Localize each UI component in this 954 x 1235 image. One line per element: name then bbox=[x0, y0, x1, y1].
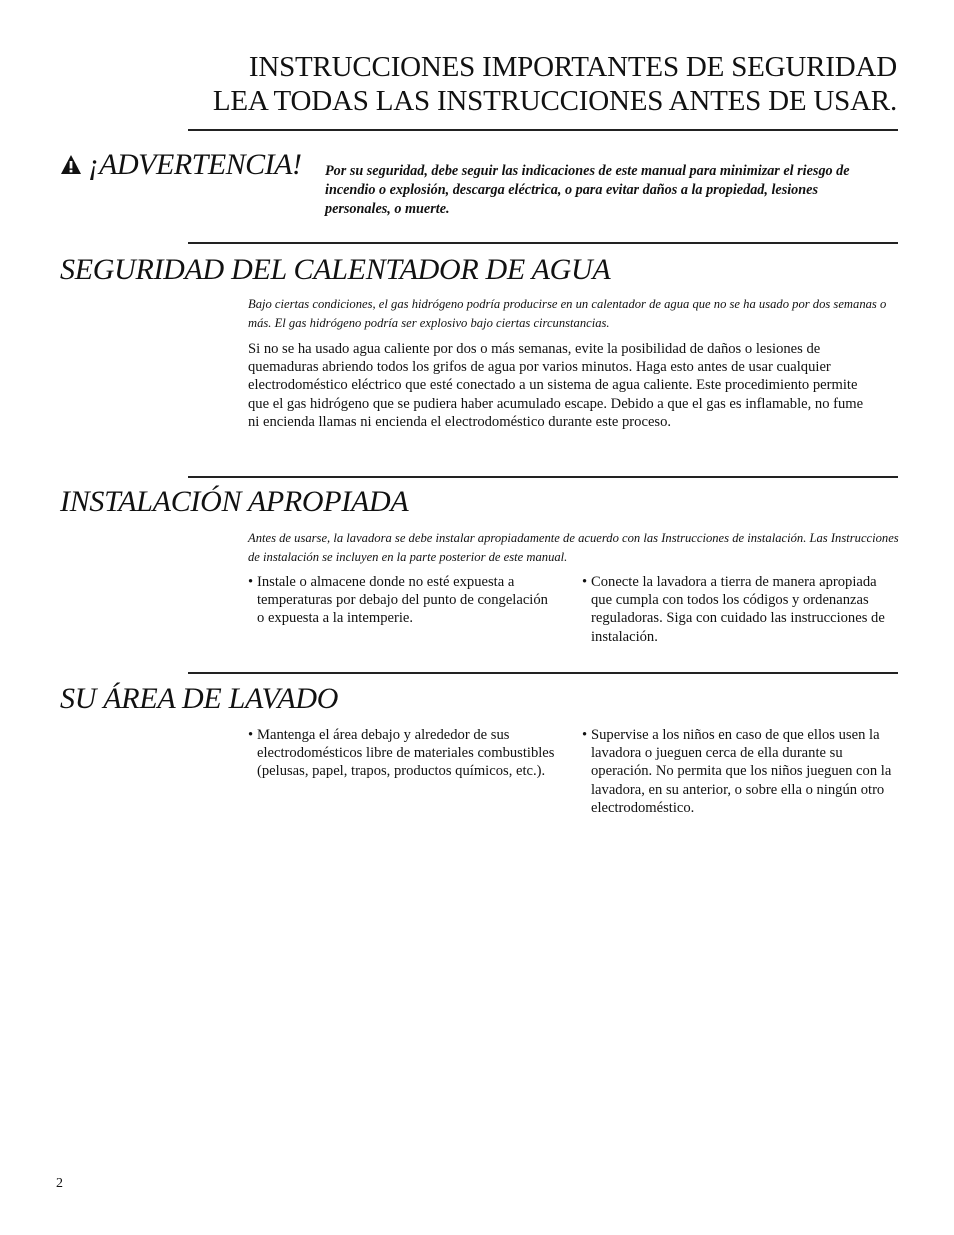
water-heater-intro: Bajo ciertas condiciones, el gas hidrógeno podría producirse en un calentador de agua que no se ha usado por dos semanas o más. El gas hidrógeno podría ser explosivo bajo ciertas circunstancias. bbox=[248, 297, 887, 330]
divider bbox=[188, 129, 898, 131]
laundry-area-bullet: • Mantenga el área debajo y alrededor de sus electrodomésticos libre de materiales combustibles (pelusas, papel, trapos, productos químicos, etc.). bbox=[248, 727, 555, 780]
warning-heading-text: ¡ADVERTENCIA! bbox=[88, 148, 302, 181]
installation-bullet: • Conecte la lavadora a tierra de manera apropiada que cumpla con todos los códigos y ordenanzas reguladoras. Siga con cuidado las instrucciones de instalación. bbox=[582, 574, 885, 645]
page-title-line-1: INSTRUCCIONES IMPORTANTES DE SEGURIDAD bbox=[248, 51, 897, 83]
installation-bullet-text: Instale o almacene donde no esté expuesta a temperaturas por debajo del punto de congelación o expuesta a la intemperie. bbox=[257, 574, 548, 627]
warning-body: Por su seguridad, debe seguir las indicaciones de este manual para minimizar el riesgo de incendio o explosión, descarga eléctrica, o para evitar daños a la propiedad, lesiones personales, o muerte. bbox=[325, 163, 850, 217]
laundry-area-bullet-text: Supervise a los niños en caso de que ellos usen la lavadora o jueguen cerca de ella durante su operación. No permita que los niños jueguen con la lavadora, en su anterior, o sobre ella o ningún otro electrodoméstico. bbox=[591, 727, 892, 816]
water-heater-body: Si no se ha usado agua caliente por dos o más semanas, evite la posibilidad de daños o lesiones de quemaduras abriendo todos los grifos de agua por varios minutos. Haga esto antes de usar cualquier electrodoméstico eléctrico que esté conectado a un sistema de agua caliente. Este procedimiento permite que el gas hidrógeno que se pudiera haber acumulado escape. Debido a que el gas es inflamable, no fume ni encienda llamas ni encienda el electrodoméstico durante este proceso. bbox=[248, 341, 864, 430]
installation-intro: Antes de usarse, la lavadora se debe instalar apropiadamente de acuerdo con las Instrucciones de instalación. Las Instrucciones de instalación se incluyen en la parte posterior de este manual. bbox=[248, 531, 899, 564]
laundry-area-bullet-text: Mantenga el área debajo y alrededor de sus electrodomésticos libre de materiales combustibles (pelusas, papel, trapos, productos químicos, etc.). bbox=[257, 727, 555, 780]
laundry-area-bullet: • Supervise a los niños en caso de que ellos usen la lavadora o jueguen cerca de ella durante su operación. No permita que los niños jueguen con la lavadora, en su anterior, o sobre ella o ningún otro electrodoméstico. bbox=[582, 727, 892, 816]
section-title-installation: INSTALACIÓN APROPIADA bbox=[60, 485, 409, 518]
page-title-line-2: LEA TODAS LAS INSTRUCCIONES ANTES DE USAR. bbox=[212, 85, 897, 117]
page-title bbox=[213, 50, 897, 118]
divider bbox=[188, 242, 898, 244]
installation-bullet: • Instale o almacene donde no esté expuesta a temperaturas por debajo del punto de congelación o expuesta a la intemperie. bbox=[248, 574, 548, 627]
section-title-water-heater: SEGURIDAD DEL CALENTADOR DE AGUA bbox=[60, 253, 611, 286]
section-title-laundry-area: SU ÁREA DE LAVADO bbox=[60, 682, 339, 715]
installation-bullet-text: Conecte la lavadora a tierra de manera apropiada que cumpla con todos los códigos y ordenanzas reguladoras. Siga con cuidado las instrucciones de instalación. bbox=[591, 574, 885, 645]
divider bbox=[188, 476, 898, 478]
warning-heading bbox=[60, 148, 301, 182]
warning-triangle-icon bbox=[60, 154, 82, 176]
divider bbox=[188, 672, 898, 674]
page-number: 2 bbox=[56, 1176, 63, 1191]
